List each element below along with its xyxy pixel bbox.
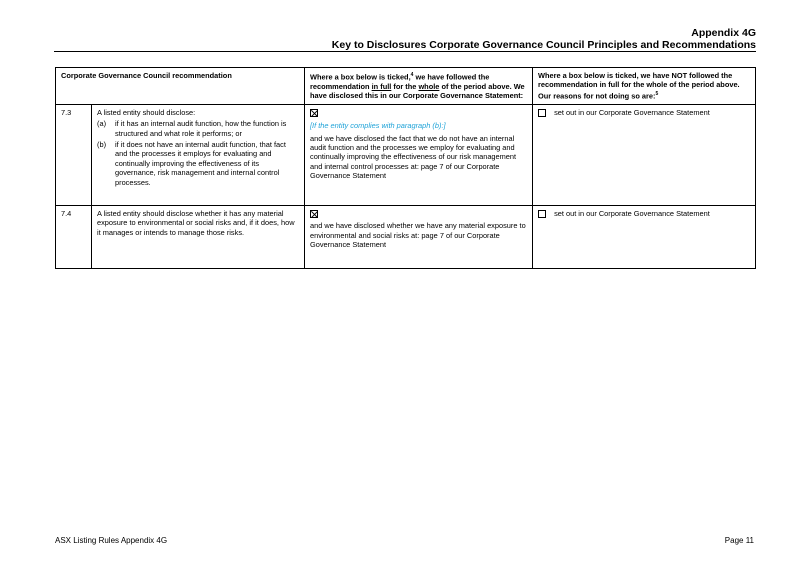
recommendation-intro: A listed entity should disclose: bbox=[97, 107, 196, 117]
recommendations-table bbox=[55, 67, 756, 269]
header-divider bbox=[54, 51, 756, 52]
table-row bbox=[56, 104, 756, 205]
row-number: 7.3 bbox=[56, 104, 92, 205]
checked-box-icon[interactable] bbox=[310, 109, 318, 117]
header-not-followed: Where a box below is ticked, we have NOT followed the recommendation in full for the whole of the period above. Our reasons for not doing so are:$^5$ bbox=[533, 68, 756, 105]
table-row bbox=[56, 205, 756, 268]
table-header-row bbox=[56, 68, 756, 105]
unchecked-box-icon[interactable] bbox=[538, 109, 546, 117]
list-item: (a) if it has an internal audit function, how the function is structured and what role it performs; or bbox=[97, 119, 287, 138]
document-header bbox=[332, 27, 756, 51]
not-followed-text: set out in our Corporate Governance Statement bbox=[554, 107, 710, 117]
recommendation-intro: A listed entity should disclose whether it has any material exposure to environmental or social risks and, if it does, how it manages or intends to manage those risks. bbox=[97, 208, 295, 237]
not-followed-cell bbox=[533, 104, 756, 205]
recommendation-cell bbox=[92, 104, 305, 205]
not-followed-text: set out in our Corporate Governance Statement bbox=[554, 208, 710, 218]
followed-text: and we have disclosed the fact that we do not have an internal audit function and the processes we employ for evaluating and continually improving the effectiveness of our risk management and internal control processes at: page 7 of our Corporate Governance Statement bbox=[310, 133, 517, 181]
page-number: Page 11 bbox=[724, 536, 754, 545]
list-item: (b) if it does not have an internal audit function, that fact and the processes it employs for evaluating and continually improving the effectiveness of its governance, risk management and internal control processes. bbox=[97, 139, 286, 187]
followed-note: [If the entity complies with paragraph (b):] bbox=[310, 121, 446, 131]
recommendation-cell bbox=[92, 205, 305, 268]
followed-cell bbox=[305, 205, 533, 268]
header-followed: Where a box below is ticked,$^4$ we have followed the recommendation in full for the whole of the period above. We have disclosed this in our Corporate Governance Statement: bbox=[305, 68, 533, 105]
followed-text: and we have disclosed whether we have any material exposure to environmental and social risks at: page 7 of our Corporate Governance Statement bbox=[310, 221, 526, 249]
header-subtitle: Key to Disclosures Corporate Governance Council Principles and Recommendations bbox=[331, 39, 756, 51]
header-title: Appendix 4G bbox=[691, 27, 756, 39]
footer-left: ASX Listing Rules Appendix 4G bbox=[55, 536, 168, 545]
row-number: 7.4 bbox=[56, 205, 92, 268]
followed-cell bbox=[305, 104, 533, 205]
not-followed-cell bbox=[533, 205, 756, 268]
checked-box-icon[interactable] bbox=[310, 210, 318, 218]
header-recommendation: Corporate Governance Council recommendation bbox=[56, 68, 305, 105]
unchecked-box-icon[interactable] bbox=[538, 210, 546, 218]
